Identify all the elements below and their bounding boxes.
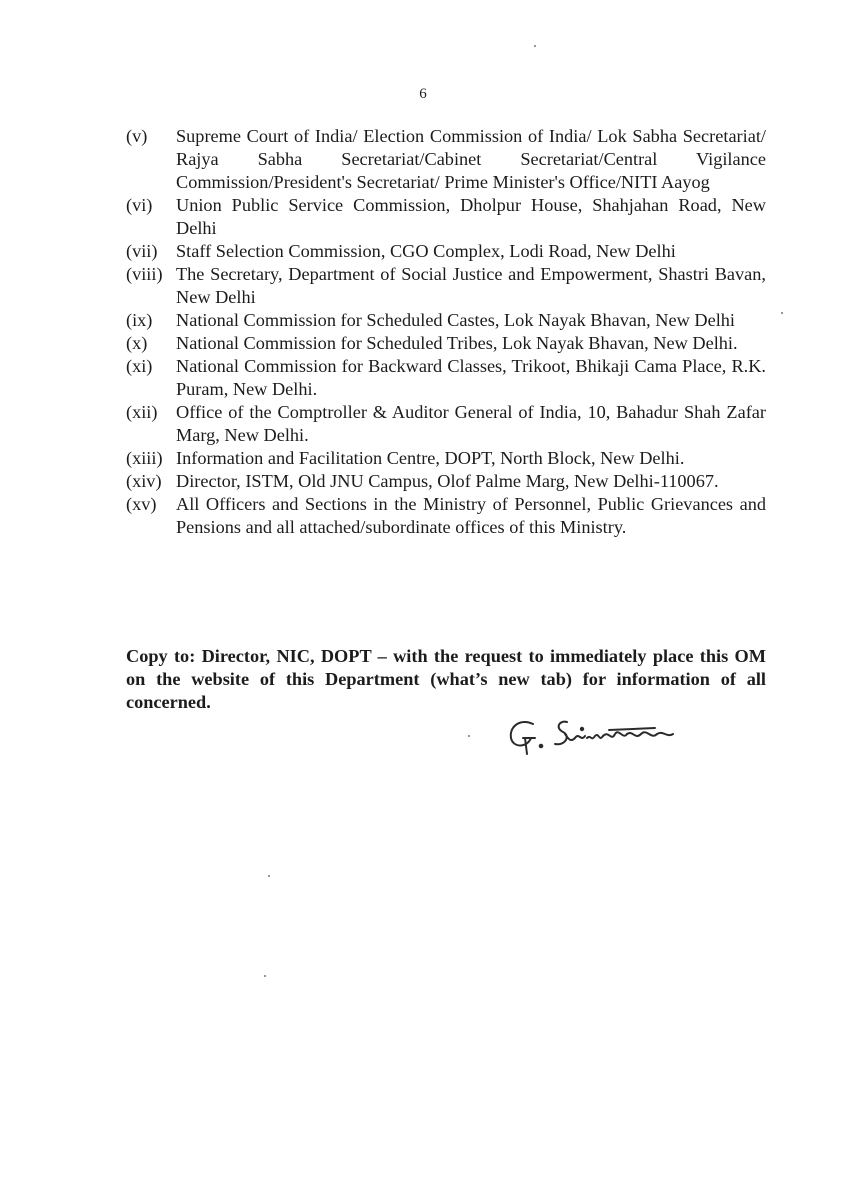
list-item <box>126 401 766 447</box>
signature-scribble <box>505 708 695 760</box>
list-item <box>126 125 766 194</box>
item-number: (vi) <box>126 195 153 215</box>
page-number: 6 <box>419 86 427 102</box>
signature <box>505 708 695 765</box>
item-text: Information and Facilitation Centre, DOPT, North Block, New Delhi. <box>176 448 685 468</box>
list-item <box>126 263 766 309</box>
list-item <box>126 355 766 401</box>
scan-speck <box>468 735 470 737</box>
item-number: (xiii) <box>126 448 163 468</box>
list-item <box>126 470 766 493</box>
item-text: Union Public Service Commission, Dholpur House, Shahjahan Road, New Delhi <box>176 195 766 238</box>
scan-speck <box>781 312 783 314</box>
scan-speck <box>268 875 270 877</box>
list-item <box>126 332 766 355</box>
item-number: (v) <box>126 126 148 146</box>
item-number: (xiv) <box>126 471 162 491</box>
scan-speck <box>534 45 536 47</box>
copy-to-paragraph: Copy to: Director, NIC, DOPT – with the request to immediately place this OM on the website of this Department (what’s new tab) for information of all concerned. <box>126 646 766 712</box>
item-number: (xi) <box>126 356 153 376</box>
list-item <box>126 309 766 332</box>
item-text: National Commission for Scheduled Tribes, Lok Nayak Bhavan, New Delhi. <box>176 333 738 353</box>
item-number: (xv) <box>126 494 157 514</box>
item-number: (viii) <box>126 264 163 284</box>
list-item <box>126 447 766 470</box>
list-item <box>126 194 766 240</box>
item-text: National Commission for Backward Classes, Trikoot, Bhikaji Cama Place, R.K. Puram, New Delhi. <box>176 356 766 399</box>
item-text: Director, ISTM, Old JNU Campus, Olof Palme Marg, New Delhi-110067. <box>176 471 719 491</box>
item-text: Supreme Court of India/ Election Commission of India/ Lok Sabha Secretariat/ Rajya Sabha Secretariat/Cabinet Secretariat/Central Vigilance Commission/President's Secretariat/ Prime Minister's Office/NITI Aayog <box>176 126 766 192</box>
list-item <box>126 240 766 263</box>
item-text: National Commission for Scheduled Castes, Lok Nayak Bhavan, New Delhi <box>176 310 735 330</box>
item-text: All Officers and Sections in the Ministry of Personnel, Public Grievances and Pensions and all attached/subordinate offices of this Ministry. <box>176 494 766 537</box>
item-number: (x) <box>126 333 148 353</box>
distribution-list <box>126 125 766 539</box>
list-item <box>126 493 766 539</box>
item-number: (xii) <box>126 402 158 422</box>
item-number: (vii) <box>126 241 158 261</box>
item-text: Office of the Comptroller & Auditor General of India, 10, Bahadur Shah Zafar Marg, New Delhi. <box>176 402 766 445</box>
item-text: Staff Selection Commission, CGO Complex, Lodi Road, New Delhi <box>176 241 676 261</box>
item-number: (ix) <box>126 310 153 330</box>
item-text: The Secretary, Department of Social Justice and Empowerment, Shastri Bavan, New Delhi <box>176 264 766 307</box>
scan-speck <box>264 975 266 977</box>
